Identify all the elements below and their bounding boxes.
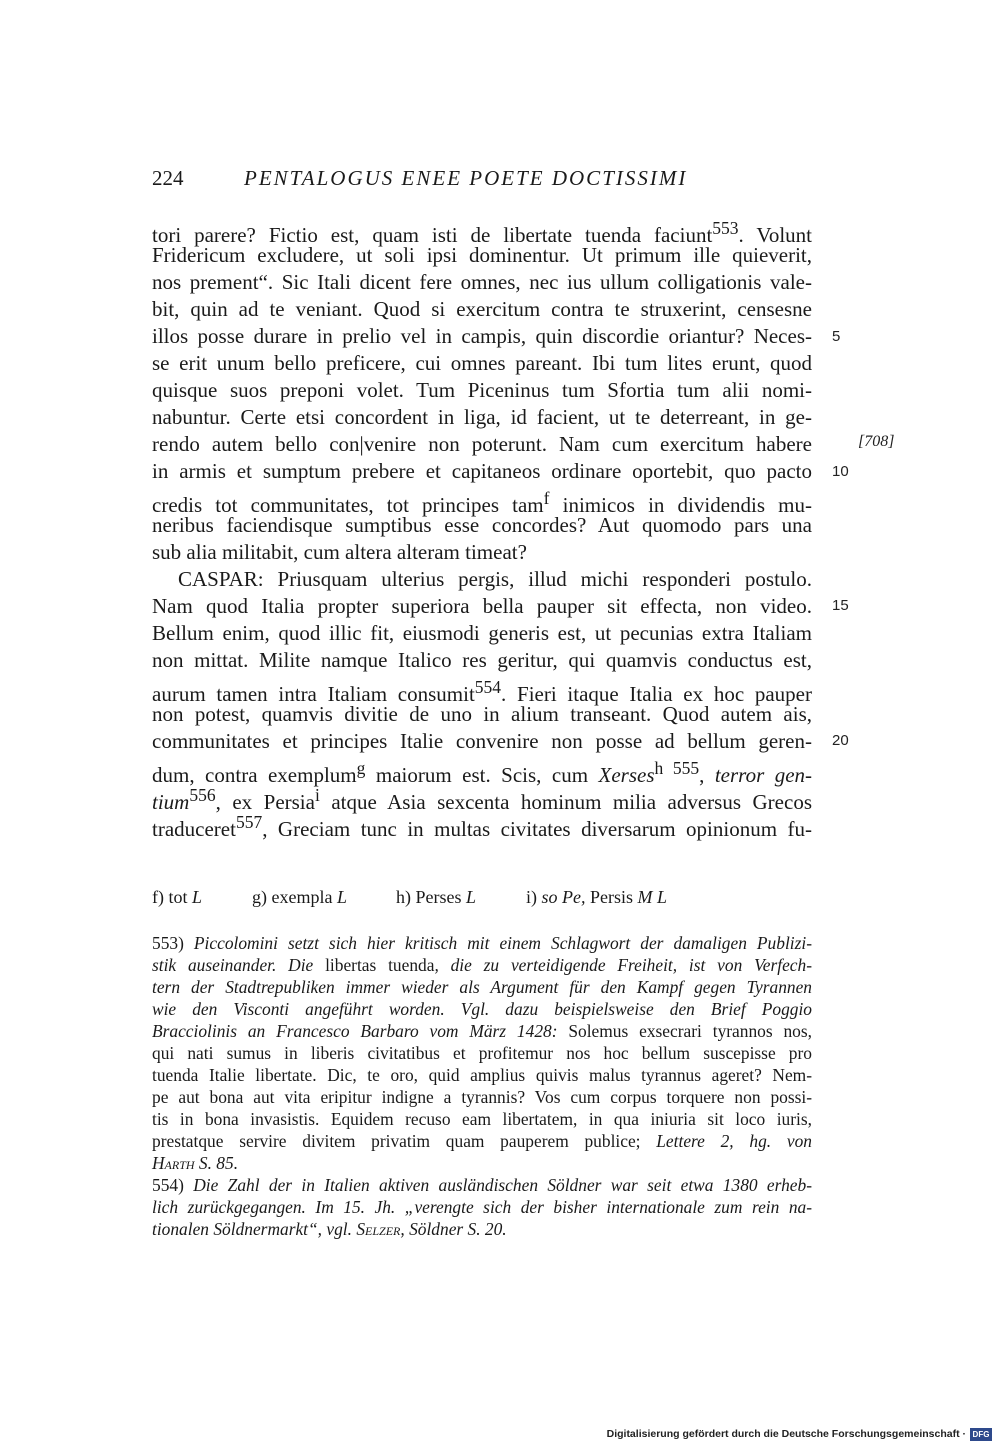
text-line: rendo autem bello con|venire non poterunt. Nam cum exercitum habere bbox=[152, 432, 812, 456]
footnote-554-line: tionalen Söldnermarkt“, vgl. Selzer, Söldner S. 20. bbox=[152, 1219, 507, 1239]
variant-f: f) tot L bbox=[152, 887, 203, 907]
text-line: non mittat. Milite namque Italico res geritur, qui quamvis conductus est, bbox=[152, 648, 812, 672]
text-line: traduceret$^{557}$, Greciam tunc in multas civitates diversarum opinionum fu- bbox=[152, 812, 812, 841]
text-line: nabuntur. Certe etsi concordent in liga, id facient, ut te deterreant, in ge- bbox=[152, 405, 812, 429]
text-line: CASPAR: Priusquam ulterius pergis, illud michi responderi postulo. bbox=[178, 567, 812, 591]
footnote-554-line: lich zurückgegangen. Im 15. Jh. „verengte sich der bisher internationale zum rein na- bbox=[152, 1197, 812, 1217]
footnote-553-line: Harth S. 85. bbox=[152, 1153, 239, 1173]
text-line: dum, contra exemplum$^g$ maiorum est. Scis, cum Xerses$^{h 555}$, terror gen- bbox=[152, 758, 813, 787]
footnote-554-line: 554) Die Zahl der in Italien aktiven ausländischen Söldner war seit etwa 1380 erheb- bbox=[152, 1175, 812, 1195]
text-line: non potest, quamvis divitie de uno in alium transeant. Quod autem ais, bbox=[152, 702, 812, 726]
footnote-553-line: tuenda Italie libertate. Dic, te oro, quid amplius quivis malus tyrannus ageret? Nem- bbox=[152, 1065, 812, 1085]
footnote-553-line: prestatque servire divitem privatim quam pauperem publice; Lettere 2, hg. von bbox=[152, 1131, 812, 1151]
running-title: PENTALOGUS ENEE POETE DOCTISSIMI bbox=[244, 166, 688, 190]
text-line: credis tot communitates, tot principes tam$^f$ inimicos in dividendis mu- bbox=[152, 488, 812, 517]
page-number: 224 bbox=[152, 166, 184, 190]
line-number-15: 15 bbox=[832, 597, 849, 614]
footnote-553-line: 553) Piccolomini setzt sich hier kritisch mit einem Schlagwort der damaligen Publizi- bbox=[152, 933, 812, 953]
line-number-5: 5 bbox=[832, 328, 841, 345]
line-number-20: 20 bbox=[832, 732, 849, 749]
text-line: tium$^{556}$, ex Persia$^i$ atque Asia sexcenta hominum milia adversus Grecos bbox=[152, 785, 812, 814]
text-line: quisque suos preponi volet. Tum Piceninus tum Sfortia tum alii nomi- bbox=[152, 378, 812, 402]
footnote-553-line: stik auseinander. Die libertas tuenda, die zu verteidigende Freiheit, ist von Verfech- bbox=[152, 955, 813, 975]
text-line: nos prement“. Sic Itali dicent fere omnes, nec ius ullum colligationis vale- bbox=[152, 270, 812, 294]
page-header bbox=[152, 166, 812, 196]
footnote-553-line: tern der Stadtrepubliken immer wieder als Argument für den Kampf gegen Tyrannen bbox=[152, 977, 812, 997]
footnote-553-line: qui nati sumus in liberis civitatibus et profitemur nos hoc bellum suscepisse pro bbox=[152, 1043, 812, 1063]
text-line: Bellum enim, quod illic fit, eiusmodi generis est, ut pecunias extra Italiam bbox=[152, 621, 812, 645]
text-line: se erit unum bello preficere, cui omnes pareant. Ibi tum lites erunt, quod bbox=[152, 351, 812, 375]
line-number-10: 10 bbox=[832, 463, 849, 480]
variant-h: h) Perses L bbox=[396, 887, 477, 907]
critical-apparatus bbox=[152, 887, 812, 911]
text-line: aurum tamen intra Italiam consumit$^{554}$. Fieri itaque Italia ex hoc pauper bbox=[152, 677, 812, 706]
text-line: illos posse durare in prelio vel in campis, quin discordie oriantur? Neces- bbox=[152, 324, 812, 348]
footnote-553-line: Bracciolinis an Francesco Barbaro vom März 1428: Solemus exsecrari tyrannos nos, bbox=[152, 1021, 812, 1041]
digitization-credit: Digitalisierung gefördert durch die Deutsche Forschungsgemeinschaft · bbox=[606, 1428, 966, 1440]
text-line: neribus faciendisque sumptibus esse concordes? Aut quomodo pars una bbox=[152, 513, 812, 537]
variant-g: g) exempla L bbox=[252, 887, 347, 907]
text-line: in armis et sumptum prebere et capitaneos ordinare oportebit, quo pacto bbox=[152, 459, 812, 483]
text-line: Fridericum excludere, ut soli ipsi dominentur. Ut primum ille quieverit, bbox=[152, 243, 812, 267]
text-line: Nam quod Italia propter superiora bella pauper sit effecta, non video. bbox=[152, 594, 812, 618]
variant-i: i) so Pe, Persis M L bbox=[526, 887, 668, 907]
footnote-553-line: pe aut bona aut vita eripitur indigne a tyrannis? Vos cum corpus torquere non possi- bbox=[152, 1087, 812, 1107]
footnote-553-line: wie den Visconti angeführt worden. Vgl. dazu beispielsweise den Brief Poggio bbox=[152, 999, 812, 1019]
text-line: tori parere? Fictio est, quam isti de libertate tuenda faciunt$^{553}$. Volunt bbox=[152, 218, 812, 247]
dfg-logo: DFG bbox=[970, 1428, 992, 1441]
page-reference: [708] bbox=[858, 433, 895, 450]
text-line: bit, quin ad te veniant. Quod si exercitum contra te struxerint, censesne bbox=[152, 297, 812, 321]
footnote-553-line: tis in bona invasistis. Equidem recuso eam libertatem, in qua iniuria sit loco iuris, bbox=[152, 1109, 812, 1129]
text-line: communitates et principes Italie convenire non posse ad bellum geren- bbox=[152, 729, 812, 753]
text-line: sub alia militabit, cum altera alteram timeat? bbox=[152, 540, 527, 564]
